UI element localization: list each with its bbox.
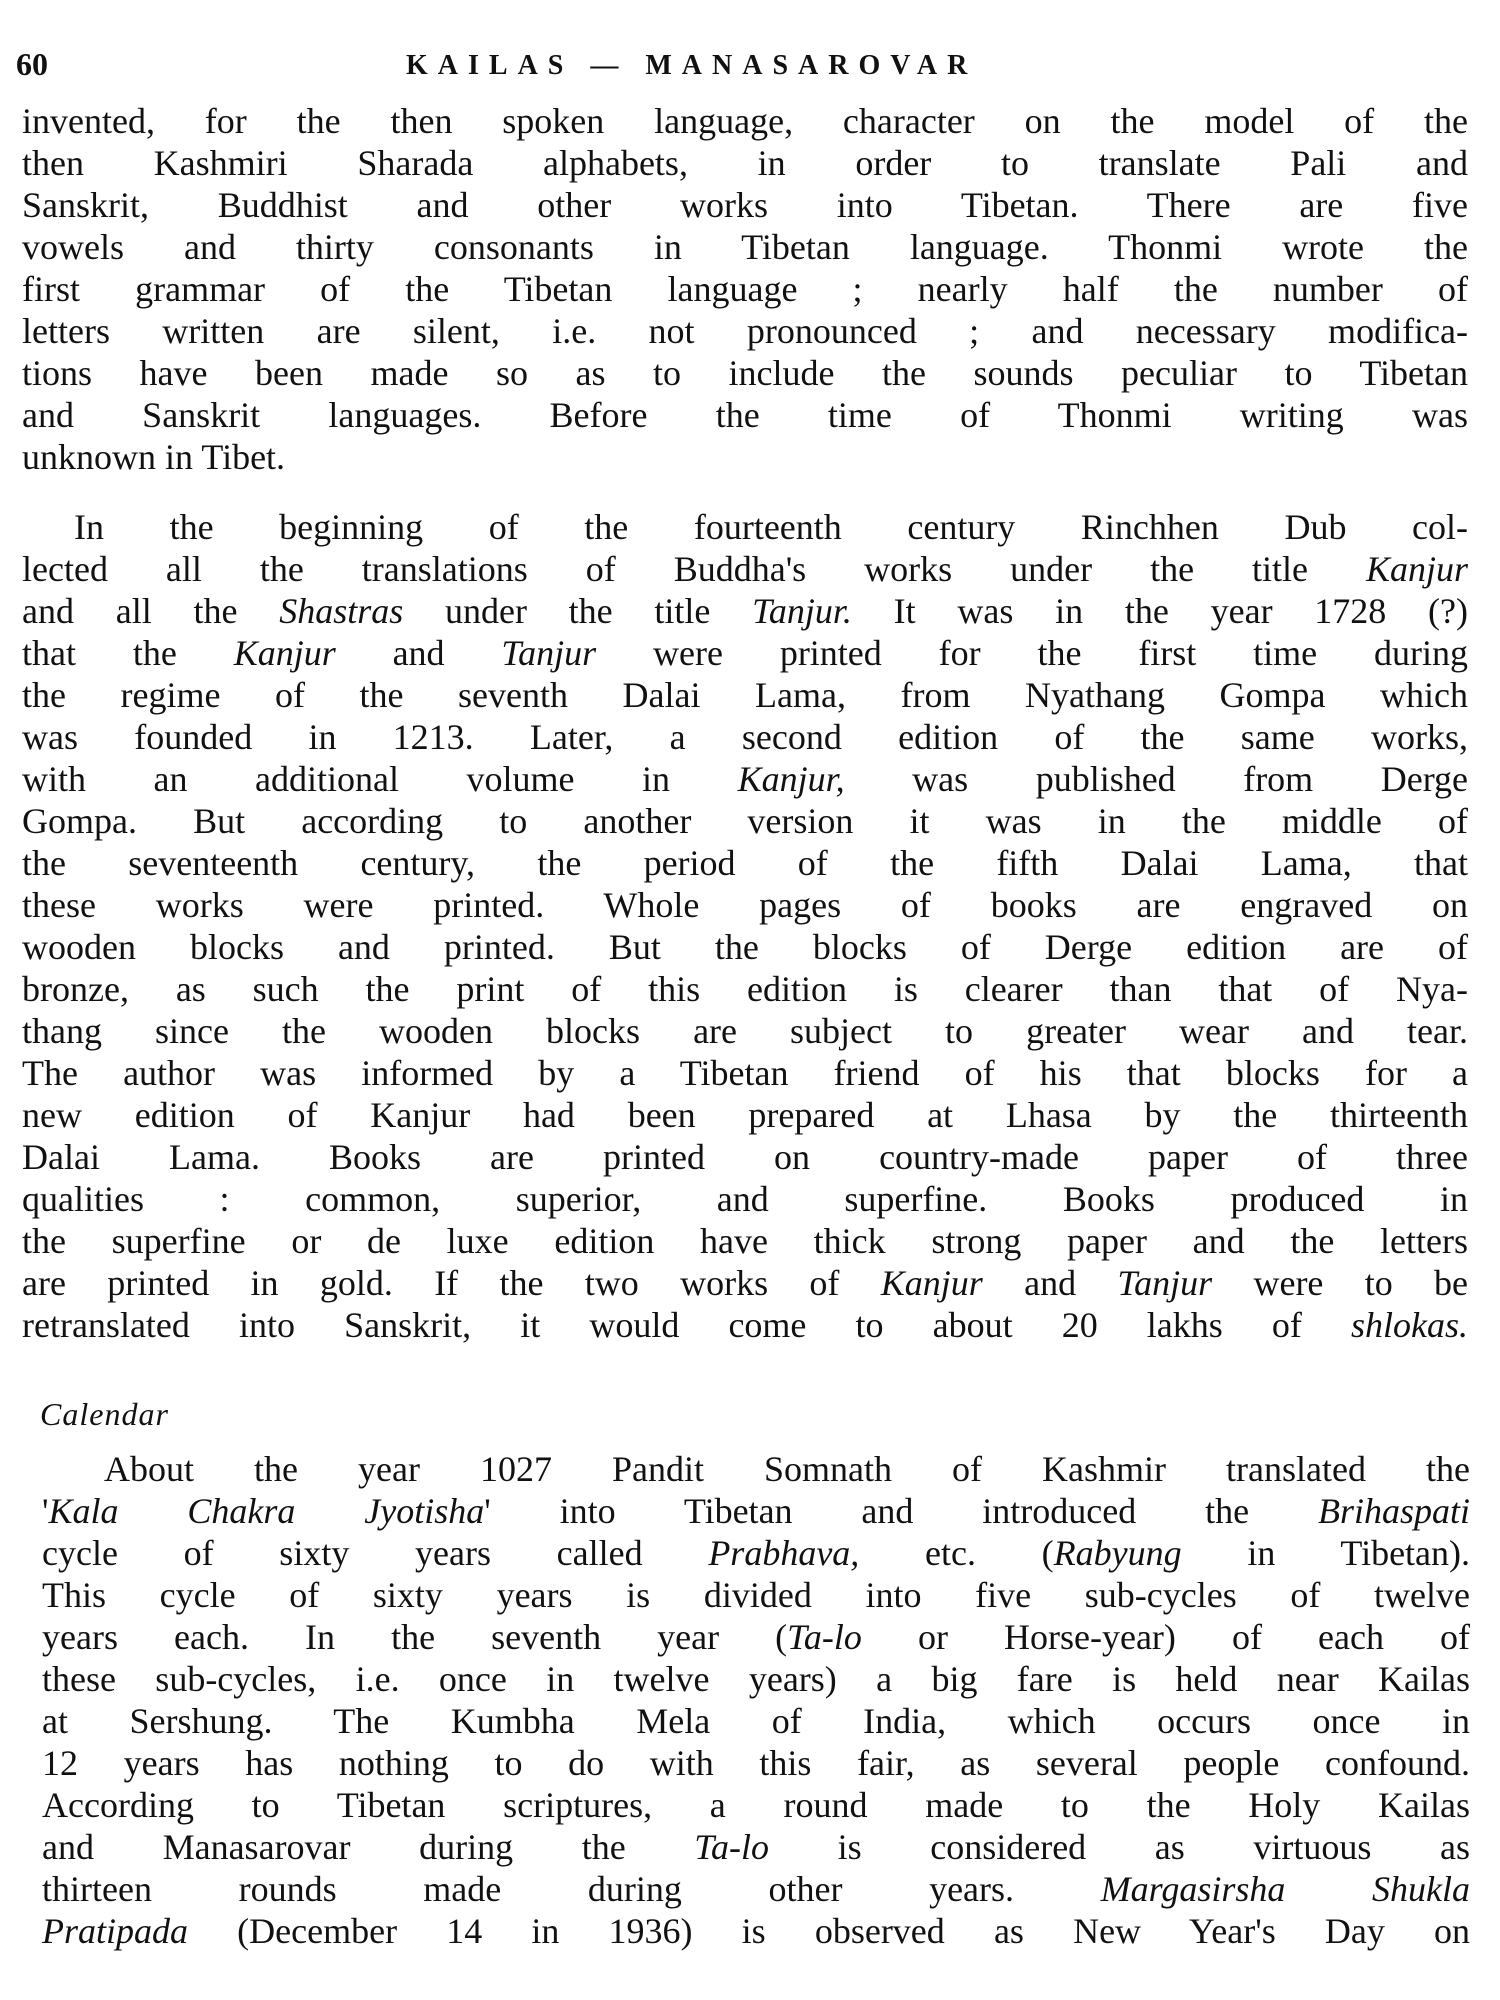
book-title-tanjur: Tanjur: [501, 633, 597, 673]
text-run: years each. In the seventh year (: [42, 1617, 788, 1657]
text-line: invented, for the then spoken language, character on the model of the: [22, 101, 1468, 141]
term-pratipada: Pratipada: [42, 1911, 189, 1951]
text-run: retranslated into Sanskrit, it would come to about 20 lakhs of: [22, 1305, 1302, 1345]
text-line: was founded in 1213. Later, a second edition of the same works,: [22, 717, 1468, 757]
text-run: is considered as virtuous as: [837, 1827, 1470, 1867]
paragraph-calendar: [42, 1448, 1470, 1952]
text-line: About the year 1027 Pandit Somnath of Kashmir translated the: [104, 1449, 1470, 1489]
term-brihaspati: Brihaspati: [1318, 1491, 1470, 1531]
text-line: qualities : common, superior, and superfine. Books produced in: [22, 1179, 1468, 1219]
text-line: the seventeenth century, the period of the fifth Dalai Lama, that: [22, 843, 1468, 883]
text-line: According to Tibetan scriptures, a round made to the Holy Kailas: [42, 1785, 1470, 1825]
term-margasirsha-shukla: Margasirsha Shukla: [1100, 1869, 1470, 1909]
page-number: 60: [16, 46, 48, 82]
text-line: bronze, as such the print of this edition is clearer than that of Nya-: [22, 969, 1468, 1009]
text-line: these works were printed. Whole pages of books are engraved on: [22, 885, 1468, 925]
text-run: are printed in gold. If the two works of: [22, 1263, 840, 1303]
text-line: vowels and thirty consonants in Tibetan language. Thonmi wrote the: [22, 227, 1468, 267]
text-line: letters written are silent, i.e. not pronounced ; and necessary modifica-: [22, 311, 1468, 351]
book-title-kanjur: Kanjur: [880, 1263, 983, 1303]
text-line: Dalai Lama. Books are printed on country-made paper of three: [22, 1137, 1468, 1177]
page-header: [16, 46, 1470, 94]
text-line: [22, 758, 1468, 800]
text-line: then Kashmiri Sharada alphabets, in order to translate Pali and: [22, 143, 1468, 183]
text-line: [42, 1826, 1470, 1868]
text-line: thang since the wooden blocks are subject to greater wear and tear.: [22, 1011, 1468, 1051]
text-line: Gompa. But according to another version it was in the middle of: [22, 801, 1468, 841]
term-shlokas: shlokas.: [1351, 1305, 1468, 1345]
paragraph-tibetan-language: [22, 100, 1468, 478]
text-run: and all the: [22, 591, 238, 631]
text-line: In the beginning of the fourteenth century Rinchhen Dub col-: [74, 507, 1468, 547]
text-run: was published from Derge: [912, 759, 1468, 799]
text-line: the regime of the seventh Dalai Lama, from Nyathang Gompa which: [22, 675, 1468, 715]
text-line: The author was informed by a Tibetan friend of his that blocks for a: [22, 1053, 1468, 1093]
book-title-kanjur: Kanjur,: [737, 759, 845, 799]
book-title-kanjur: Kanjur: [233, 633, 336, 673]
term-prabhava: Prabhava,: [708, 1533, 860, 1573]
text-run: ' into Tibetan and introduced the: [484, 1491, 1250, 1531]
text-line: [42, 1490, 1470, 1532]
text-line: [42, 1532, 1470, 1574]
text-line: [22, 548, 1468, 590]
text-line: [22, 1262, 1468, 1304]
paragraph-kanjur-tanjur: [22, 506, 1468, 1346]
book-title-tanjur: Tanjur.: [752, 591, 852, 631]
text-line: the superfine or de luxe edition have thick strong paper and the letters: [22, 1221, 1468, 1261]
running-title: KAILAS — MANASAROVAR: [406, 50, 978, 81]
text-run: were to be: [1253, 1263, 1468, 1303]
text-line: [42, 1868, 1470, 1910]
text-line: Sanskrit, Buddhist and other works into Tibetan. There are five: [22, 185, 1468, 225]
term-shastras: Shastras: [279, 591, 404, 631]
text-line: [42, 1910, 1470, 1952]
text-run: with an additional volume in: [22, 759, 671, 799]
text-run: that the: [22, 633, 177, 673]
term-ta-lo: Ta-lo: [694, 1827, 770, 1867]
text-run: lected all the translations of Buddha's works under the title: [22, 549, 1308, 589]
text-run: and: [392, 633, 445, 673]
text-line: 12 years has nothing to do with this fair, as several people confound.: [42, 1743, 1470, 1783]
text-line: unknown in Tibet.: [22, 437, 286, 477]
text-run: under the title: [444, 591, 711, 631]
text-line: first grammar of the Tibetan language ; nearly half the number of: [22, 269, 1468, 309]
text-line: wooden blocks and printed. But the blocks of Derge edition are of: [22, 927, 1468, 967]
book-title-tanjur: Tanjur: [1117, 1263, 1213, 1303]
term-ta-lo: Ta-lo: [787, 1617, 862, 1657]
section-heading-calendar: Calendar: [40, 1396, 169, 1432]
text-run: in Tibetan).: [1247, 1533, 1470, 1573]
text-line: and Sanskrit languages. Before the time of Thonmi writing was: [22, 395, 1468, 435]
text-line: new edition of Kanjur had been prepared at Lhasa by the thirteenth: [22, 1095, 1468, 1135]
text-run: or Horse-year) of each of: [917, 1617, 1470, 1657]
text-run: cycle of sixty years called: [42, 1533, 643, 1573]
text-run: and Manasarovar during the: [42, 1827, 626, 1867]
text-run: thirteen rounds made during other years.: [42, 1869, 1015, 1909]
text-run: etc. (: [925, 1533, 1054, 1573]
text-run: (December 14 in 1936) is observed as New Year's Day on: [237, 1911, 1470, 1951]
text-line: [22, 1304, 1468, 1346]
book-title-kanjur: Kanjur: [1365, 549, 1468, 589]
text-run: and: [1024, 1263, 1077, 1303]
text-line: these sub-cycles, i.e. once in twelve years) a big fare is held near Kailas: [42, 1659, 1470, 1699]
text-run: ': [42, 1491, 49, 1531]
text-line: This cycle of sixty years is divided into five sub-cycles of twelve: [42, 1575, 1470, 1615]
text-line: at Sershung. The Kumbha Mela of India, which occurs once in: [42, 1701, 1470, 1741]
text-line: [22, 632, 1468, 674]
text-run: were printed for the first time during: [653, 633, 1468, 673]
text-line: [42, 1616, 1470, 1658]
text-line: [22, 590, 1468, 632]
term-rabyung: Rabyung: [1053, 1533, 1182, 1573]
text-run: It was in the year 1728 (?): [893, 591, 1468, 631]
work-title-kala-chakra: Kala Chakra Jyotisha: [48, 1491, 485, 1531]
text-line: tions have been made so as to include the sounds peculiar to Tibetan: [22, 353, 1468, 393]
